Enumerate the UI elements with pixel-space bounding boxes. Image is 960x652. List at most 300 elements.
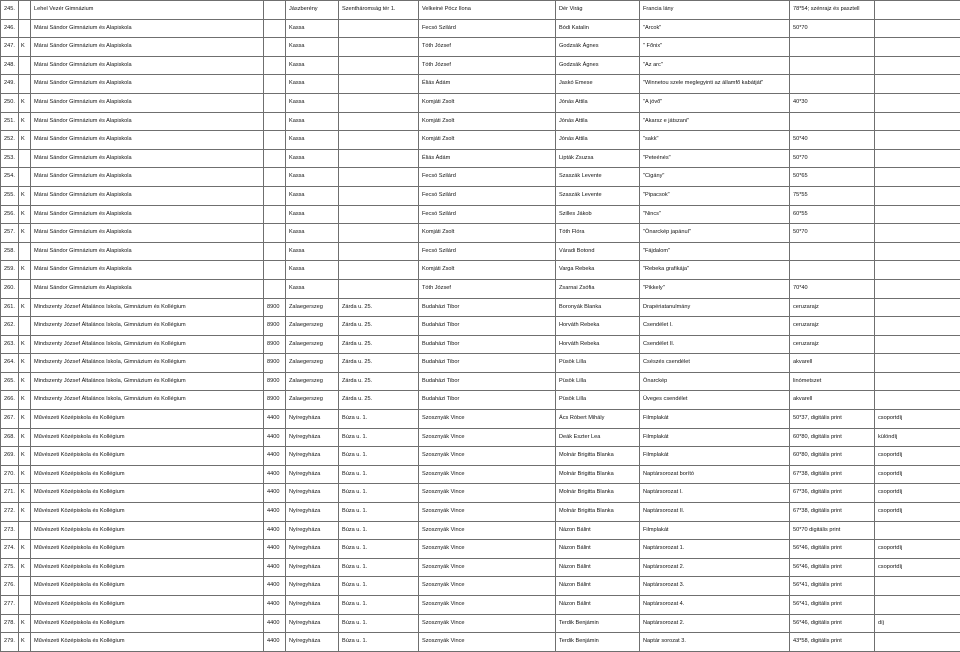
cell-no: 273. — [1, 521, 19, 540]
cell-address — [339, 205, 419, 224]
cell-technique — [790, 242, 875, 261]
cell-city: Kassa — [286, 131, 339, 150]
cell-city: Zalaegerszeg — [286, 354, 339, 373]
table-row — [1, 410, 960, 429]
cell-student: Horváth Rebeka — [556, 317, 640, 336]
cell-k — [19, 168, 31, 187]
cell-city: Kassa — [286, 261, 339, 280]
table-row — [1, 224, 960, 243]
cell-k — [19, 577, 31, 596]
cell-school: Művészeti Középiskola és Kollégium — [31, 410, 264, 429]
cell-school: Márai Sándor Gimnázium és Alapiskola — [31, 38, 264, 57]
cell-city: Zalaegerszeg — [286, 372, 339, 391]
cell-no: 267. — [1, 410, 19, 429]
cell-student: Váradi Botond — [556, 242, 640, 261]
cell-technique: 70*40 — [790, 279, 875, 298]
cell-teacher: Fecsó Szilárd — [419, 186, 556, 205]
cell-technique: 67*38, digitális print — [790, 465, 875, 484]
cell-school: Márai Sándor Gimnázium és Alapiskola — [31, 224, 264, 243]
cell-title: Filmplakát — [640, 410, 790, 429]
cell-zip — [264, 186, 286, 205]
cell-teacher: Szosznyák Vince — [419, 484, 556, 503]
cell-technique — [790, 75, 875, 94]
cell-title: Naptársorozat 1. — [640, 540, 790, 559]
cell-category: csoportdíj — [875, 503, 960, 522]
cell-zip: 8900 — [264, 391, 286, 410]
cell-city: Kassa — [286, 242, 339, 261]
cell-no: 266. — [1, 391, 19, 410]
cell-title: Naptársorozat borító — [640, 465, 790, 484]
cell-no: 270. — [1, 465, 19, 484]
cell-school: Márai Sándor Gimnázium és Alapiskola — [31, 168, 264, 187]
cell-title: Naptársorozat II. — [640, 503, 790, 522]
cell-city: Kassa — [286, 168, 339, 187]
cell-teacher: Fecsó Szilárd — [419, 168, 556, 187]
cell-title: Naptársorozat 4. — [640, 596, 790, 615]
cell-category — [875, 391, 960, 410]
cell-school: Márai Sándor Gimnázium és Alapiskola — [31, 131, 264, 150]
cell-title: "Pipacsok" — [640, 186, 790, 205]
cell-zip: 8900 — [264, 317, 286, 336]
table-row — [1, 577, 960, 596]
cell-address: Búza u. 1. — [339, 614, 419, 633]
cell-technique: 60*80, digitális print — [790, 447, 875, 466]
cell-title: Csészés csendélet — [640, 354, 790, 373]
cell-title: "Önarckép japánul" — [640, 224, 790, 243]
cell-k: K — [19, 633, 31, 652]
cell-city: Nyíregyháza — [286, 484, 339, 503]
cell-school: Művészeti Középiskola és Kollégium — [31, 558, 264, 577]
cell-student: Horváth Rebeka — [556, 335, 640, 354]
cell-address: Búza u. 1. — [339, 410, 419, 429]
cell-k: K — [19, 428, 31, 447]
cell-k — [19, 1, 31, 20]
cell-address — [339, 75, 419, 94]
cell-teacher: Fecsó Szilárd — [419, 205, 556, 224]
table-row — [1, 261, 960, 280]
cell-no: 268. — [1, 428, 19, 447]
cell-address: Búza u. 1. — [339, 558, 419, 577]
cell-student: Ács Róbert Mihály — [556, 410, 640, 429]
cell-title: Francia lány — [640, 1, 790, 20]
cell-no: 279. — [1, 633, 19, 652]
cell-teacher: Tóth József — [419, 279, 556, 298]
cell-school: Művészeti Középiskola és Kollégium — [31, 484, 264, 503]
table-row — [1, 75, 960, 94]
cell-title: "Arcok" — [640, 19, 790, 38]
cell-category — [875, 317, 960, 336]
cell-teacher: Fecsó Szilárd — [419, 242, 556, 261]
cell-zip — [264, 131, 286, 150]
cell-school: Mindszenty József Általános Iskola, Gimnázium és Kollégium — [31, 391, 264, 410]
cell-zip: 8900 — [264, 298, 286, 317]
cell-address — [339, 93, 419, 112]
cell-zip — [264, 38, 286, 57]
table-row — [1, 186, 960, 205]
cell-title: Csendélet I. — [640, 317, 790, 336]
cell-technique: 40*30 — [790, 93, 875, 112]
cell-technique: 67*36, digitális print — [790, 484, 875, 503]
cell-no: 253. — [1, 149, 19, 168]
cell-technique: 67*38, digitális print — [790, 503, 875, 522]
cell-address — [339, 168, 419, 187]
cell-title: "Fájdalom" — [640, 242, 790, 261]
cell-k: K — [19, 38, 31, 57]
cell-teacher: Szosznyák Vince — [419, 558, 556, 577]
cell-no: 274. — [1, 540, 19, 559]
cell-city: Kassa — [286, 56, 339, 75]
cell-technique: 50*70 — [790, 149, 875, 168]
cell-k: K — [19, 186, 31, 205]
cell-student: Godzsák Ágnes — [556, 38, 640, 57]
cell-student: Terdik Benjámin — [556, 614, 640, 633]
cell-school: Márai Sándor Gimnázium és Alapiskola — [31, 242, 264, 261]
cell-school: Művészeti Középiskola és Kollégium — [31, 577, 264, 596]
cell-student: Püsök Lilla — [556, 354, 640, 373]
cell-city: Kassa — [286, 38, 339, 57]
table-row — [1, 112, 960, 131]
cell-category — [875, 224, 960, 243]
cell-teacher: Budaházi Tibor — [419, 335, 556, 354]
cell-zip — [264, 112, 286, 131]
cell-student: Molnár Brigitta Blanka — [556, 484, 640, 503]
cell-school: Márai Sándor Gimnázium és Alapiskola — [31, 19, 264, 38]
cell-address — [339, 149, 419, 168]
cell-no: 277. — [1, 596, 19, 615]
cell-category — [875, 93, 960, 112]
cell-technique: linómetszet — [790, 372, 875, 391]
cell-zip: 4400 — [264, 465, 286, 484]
table-row — [1, 205, 960, 224]
cell-school: Márai Sándor Gimnázium és Alapiskola — [31, 149, 264, 168]
cell-teacher: Fecsó Szilárd — [419, 19, 556, 38]
cell-student: Názon Bálint — [556, 577, 640, 596]
cell-school: Művészeti Középiskola és Kollégium — [31, 521, 264, 540]
cell-teacher: Velkeiné Pócz Ilona — [419, 1, 556, 20]
cell-city: Nyíregyháza — [286, 540, 339, 559]
cell-technique: 56*41, digitális print — [790, 577, 875, 596]
cell-city: Zalaegerszeg — [286, 335, 339, 354]
cell-category — [875, 279, 960, 298]
table-row — [1, 242, 960, 261]
cell-student: Boronyák Blanka — [556, 298, 640, 317]
cell-city: Nyíregyháza — [286, 447, 339, 466]
cell-student: Jónás Attila — [556, 131, 640, 150]
cell-teacher: Szosznyák Vince — [419, 447, 556, 466]
cell-title: Naptársorozat 3. — [640, 577, 790, 596]
cell-student: Molnár Brigitta Blanka — [556, 465, 640, 484]
cell-title: Üveges csendélet — [640, 391, 790, 410]
cell-no: 264. — [1, 354, 19, 373]
cell-address — [339, 19, 419, 38]
cell-no: 261. — [1, 298, 19, 317]
cell-no: 257. — [1, 224, 19, 243]
cell-title: "sakk" — [640, 131, 790, 150]
cell-k: K — [19, 465, 31, 484]
table-row — [1, 521, 960, 540]
cell-title: "A jövő" — [640, 93, 790, 112]
cell-school: Márai Sándor Gimnázium és Alapiskola — [31, 261, 264, 280]
cell-no: 254. — [1, 168, 19, 187]
cell-zip — [264, 242, 286, 261]
cell-category — [875, 1, 960, 20]
cell-student: Püsök Lilla — [556, 372, 640, 391]
cell-teacher: Tóth József — [419, 38, 556, 57]
cell-zip: 8900 — [264, 354, 286, 373]
cell-teacher: Komjáti Zsolt — [419, 261, 556, 280]
cell-address — [339, 56, 419, 75]
cell-technique: ceruzarajz — [790, 335, 875, 354]
cell-zip: 4400 — [264, 614, 286, 633]
cell-student: Molnár Brigitta Blanka — [556, 447, 640, 466]
cell-title: Filmplakát — [640, 447, 790, 466]
cell-school: Művészeti Középiskola és Kollégium — [31, 633, 264, 652]
cell-school: Márai Sándor Gimnázium és Alapiskola — [31, 279, 264, 298]
cell-k: K — [19, 112, 31, 131]
cell-teacher: Szosznyák Vince — [419, 521, 556, 540]
cell-category — [875, 168, 960, 187]
cell-city: Kassa — [286, 186, 339, 205]
cell-address: Zárda u. 25. — [339, 372, 419, 391]
cell-school: Művészeti Középiskola és Kollégium — [31, 428, 264, 447]
cell-zip: 4400 — [264, 558, 286, 577]
cell-no: 252. — [1, 131, 19, 150]
cell-teacher: Budaházi Tibor — [419, 372, 556, 391]
cell-k: K — [19, 484, 31, 503]
cell-student: Püsök Lilla — [556, 391, 640, 410]
cell-student: Szilles Jákob — [556, 205, 640, 224]
cell-student: Molnár Brigitta Blanka — [556, 503, 640, 522]
cell-category — [875, 205, 960, 224]
cell-category — [875, 633, 960, 652]
cell-student: Godzsák Ágnes — [556, 56, 640, 75]
cell-no: 258. — [1, 242, 19, 261]
cell-address: Zárda u. 25. — [339, 317, 419, 336]
cell-category — [875, 335, 960, 354]
cell-school: Márai Sándor Gimnázium és Alapiskola — [31, 56, 264, 75]
cell-zip: 4400 — [264, 633, 286, 652]
cell-technique: 56*46, digitális print — [790, 614, 875, 633]
cell-k: K — [19, 93, 31, 112]
cell-city: Nyíregyháza — [286, 558, 339, 577]
cell-zip: 8900 — [264, 335, 286, 354]
cell-student: Názon Bálint — [556, 558, 640, 577]
cell-city: Nyíregyháza — [286, 521, 339, 540]
cell-no: 259. — [1, 261, 19, 280]
cell-k: K — [19, 540, 31, 559]
cell-city: Jászberény — [286, 1, 339, 20]
cell-no: 278. — [1, 614, 19, 633]
cell-technique: 60*55 — [790, 205, 875, 224]
cell-address: Zárda u. 25. — [339, 354, 419, 373]
cell-no: 263. — [1, 335, 19, 354]
cell-teacher: Szosznyák Vince — [419, 540, 556, 559]
cell-k: K — [19, 205, 31, 224]
cell-address: Búza u. 1. — [339, 503, 419, 522]
cell-category — [875, 186, 960, 205]
cell-zip: 4400 — [264, 540, 286, 559]
cell-category — [875, 131, 960, 150]
cell-teacher: Szosznyák Vince — [419, 577, 556, 596]
cell-zip — [264, 149, 286, 168]
cell-city: Kassa — [286, 205, 339, 224]
cell-no: 251. — [1, 112, 19, 131]
cell-k: K — [19, 131, 31, 150]
cell-zip — [264, 56, 286, 75]
cell-school: Művészeti Középiskola és Kollégium — [31, 447, 264, 466]
cell-zip: 4400 — [264, 577, 286, 596]
cell-title: Filmplakát — [640, 521, 790, 540]
cell-city: Kassa — [286, 279, 339, 298]
table-row — [1, 614, 960, 633]
cell-zip: 8900 — [264, 372, 286, 391]
table-row — [1, 279, 960, 298]
table-row — [1, 317, 960, 336]
cell-school: Lehel Vezér Gimnázium — [31, 1, 264, 20]
cell-city: Zalaegerszeg — [286, 317, 339, 336]
cell-school: Márai Sándor Gimnázium és Alapiskola — [31, 75, 264, 94]
cell-k — [19, 56, 31, 75]
cell-technique: akvarell — [790, 354, 875, 373]
cell-address: Szentháromság tér 1. — [339, 1, 419, 20]
cell-category: különdíj — [875, 428, 960, 447]
cell-teacher: Éliás Ádám — [419, 149, 556, 168]
cell-zip — [264, 93, 286, 112]
table-row — [1, 633, 960, 652]
cell-k: K — [19, 410, 31, 429]
cell-k — [19, 596, 31, 615]
cell-teacher: Szosznyák Vince — [419, 614, 556, 633]
cell-address — [339, 112, 419, 131]
cell-k — [19, 521, 31, 540]
cell-category: csoportdíj — [875, 540, 960, 559]
cell-zip — [264, 279, 286, 298]
cell-title: "Akarsz e játszani" — [640, 112, 790, 131]
cell-title: "Pikkely" — [640, 279, 790, 298]
cell-category — [875, 38, 960, 57]
cell-k: K — [19, 391, 31, 410]
table-row — [1, 335, 960, 354]
cell-school: Mindszenty József Általános Iskola, Gimnázium és Kollégium — [31, 317, 264, 336]
table-body — [1, 1, 960, 652]
cell-title: " Főnix" — [640, 38, 790, 57]
cell-title: Önarckép — [640, 372, 790, 391]
cell-address: Búza u. 1. — [339, 484, 419, 503]
table-row — [1, 372, 960, 391]
cell-category: csoportdíj — [875, 484, 960, 503]
table-row — [1, 354, 960, 373]
cell-student: Bódi Katalin — [556, 19, 640, 38]
cell-city: Kassa — [286, 149, 339, 168]
cell-category: csoportdíj — [875, 465, 960, 484]
cell-k: K — [19, 447, 31, 466]
cell-no: 269. — [1, 447, 19, 466]
cell-title: "Cigány" — [640, 168, 790, 187]
cell-title: Naptársorozat I. — [640, 484, 790, 503]
cell-technique — [790, 261, 875, 280]
cell-title: "Az arc" — [640, 56, 790, 75]
cell-technique: ceruzarajz — [790, 317, 875, 336]
cell-k: K — [19, 558, 31, 577]
cell-city: Nyíregyháza — [286, 577, 339, 596]
cell-no: 275. — [1, 558, 19, 577]
cell-student: Jaskó Emese — [556, 75, 640, 94]
cell-technique: 50*40 — [790, 131, 875, 150]
cell-teacher: Komjáti Zsolt — [419, 224, 556, 243]
cell-technique: 50*70 — [790, 224, 875, 243]
cell-teacher: Szosznyák Vince — [419, 503, 556, 522]
cell-k: K — [19, 614, 31, 633]
cell-zip: 4400 — [264, 484, 286, 503]
cell-title: Naptár sorozat 3. — [640, 633, 790, 652]
cell-city: Nyíregyháza — [286, 428, 339, 447]
cell-technique: akvarell — [790, 391, 875, 410]
cell-category — [875, 261, 960, 280]
cell-technique: 56*41, digitális print — [790, 596, 875, 615]
cell-k: K — [19, 224, 31, 243]
cell-technique: 50*70 digitális print — [790, 521, 875, 540]
cell-student: Jónás Attila — [556, 112, 640, 131]
cell-category — [875, 298, 960, 317]
cell-teacher: Budaházi Tibor — [419, 317, 556, 336]
cell-address: Búza u. 1. — [339, 428, 419, 447]
cell-k — [19, 19, 31, 38]
cell-k: K — [19, 503, 31, 522]
cell-no: 256. — [1, 205, 19, 224]
cell-zip: 4400 — [264, 596, 286, 615]
table-row — [1, 391, 960, 410]
cell-address — [339, 261, 419, 280]
cell-technique: 56*46, digitális print — [790, 540, 875, 559]
cell-no: 255. — [1, 186, 19, 205]
cell-student: Názon Bálint — [556, 521, 640, 540]
cell-teacher: Budaházi Tibor — [419, 391, 556, 410]
cell-address: Zárda u. 25. — [339, 298, 419, 317]
cell-title: Naptársorozat 2. — [640, 614, 790, 633]
cell-title: Filmplakát — [640, 428, 790, 447]
cell-teacher: Szosznyák Vince — [419, 633, 556, 652]
cell-address — [339, 224, 419, 243]
cell-teacher: Budaházi Tibor — [419, 354, 556, 373]
cell-technique: 75*55 — [790, 186, 875, 205]
cell-school: Művészeti Középiskola és Kollégium — [31, 503, 264, 522]
cell-category — [875, 577, 960, 596]
cell-address — [339, 38, 419, 57]
cell-category — [875, 19, 960, 38]
table-row — [1, 428, 960, 447]
cell-address — [339, 131, 419, 150]
cell-address: Búza u. 1. — [339, 577, 419, 596]
table-row — [1, 558, 960, 577]
cell-student: Szaszák Levente — [556, 186, 640, 205]
cell-no: 250. — [1, 93, 19, 112]
table-row — [1, 298, 960, 317]
cell-student: Názon Bálint — [556, 540, 640, 559]
cell-technique: 56*46, digitális print — [790, 558, 875, 577]
cell-address — [339, 279, 419, 298]
cell-no: 246. — [1, 19, 19, 38]
cell-k — [19, 317, 31, 336]
cell-address: Zárda u. 25. — [339, 391, 419, 410]
cell-school: Márai Sándor Gimnázium és Alapiskola — [31, 112, 264, 131]
cell-city: Kassa — [286, 112, 339, 131]
cell-no: 247. — [1, 38, 19, 57]
cell-zip: 4400 — [264, 428, 286, 447]
cell-category — [875, 75, 960, 94]
cell-k — [19, 75, 31, 94]
cell-city: Nyíregyháza — [286, 596, 339, 615]
cell-category — [875, 56, 960, 75]
